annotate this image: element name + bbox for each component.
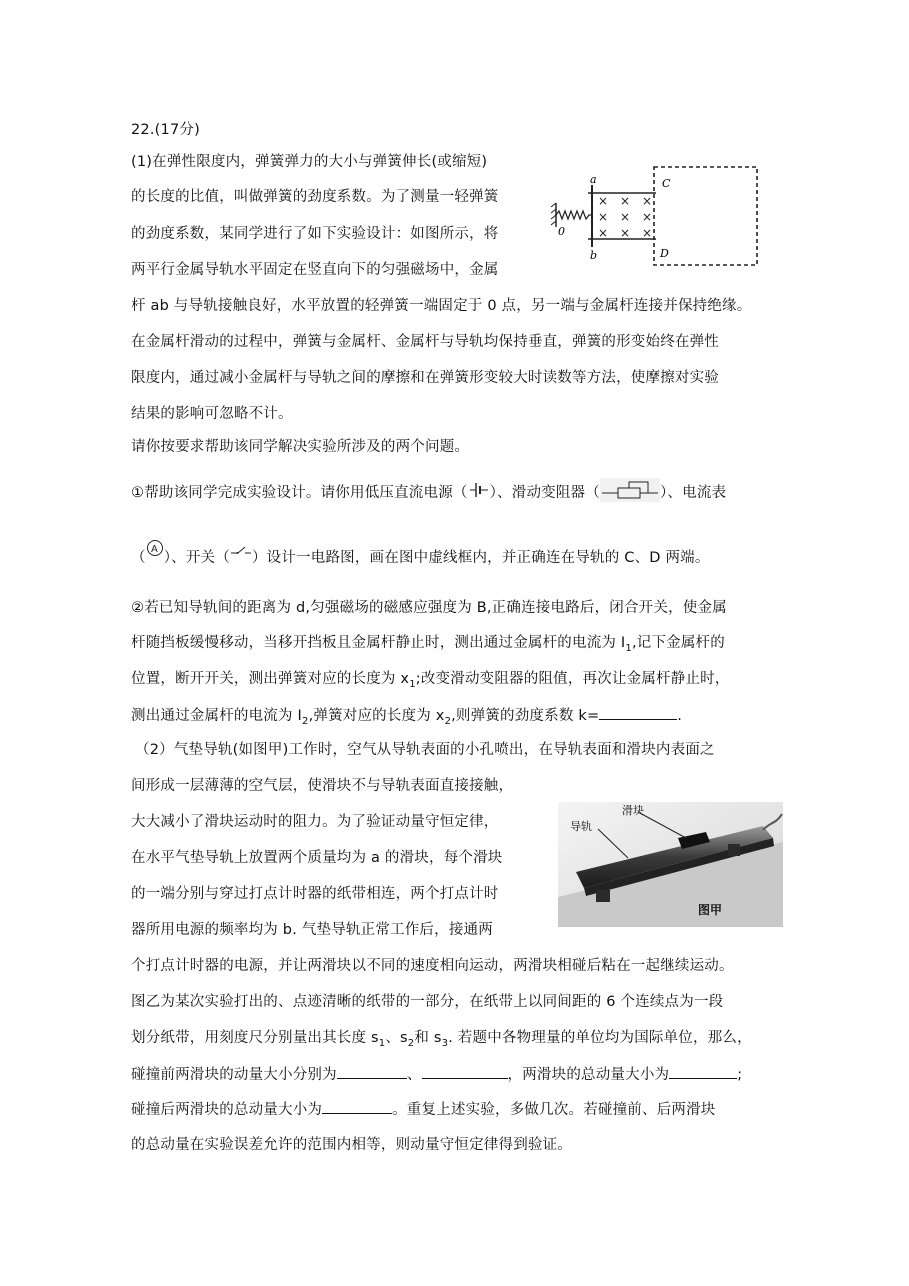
part2-line: 器所用电源的频率均为 b. 气垫导轨正常工作后，接通两 xyxy=(131,922,493,938)
switch-symbol-icon xyxy=(230,542,252,564)
q2-line4: 测出通过金属杆的电流为 $I_2$,弹簧对应的长度为 $x_2$,则弹簧的劲度系数 k= . xyxy=(131,705,682,732)
answer-blank-total-before[interactable] xyxy=(669,1064,737,1079)
label-a: a xyxy=(590,173,597,186)
label-rail: 导轨 xyxy=(570,820,592,833)
rail-spring-figure xyxy=(548,163,760,278)
q1-line2: （ A ）、开关（ ）设计一电路图，画在图中虚线框内，并正确连在导轨的 C、D 两端。 xyxy=(131,548,710,568)
part2-line: 的一端分别与穿过打点计时器的纸带相连，两个打点计时 xyxy=(131,886,499,902)
part2-line10: 碰撞前两滑块的动量大小分别为 、 ，两滑块的总动量大小为 ; xyxy=(131,1064,742,1085)
part2-line: 在水平气垫导轨上放置两个质量均为 a 的滑块，每个滑块 xyxy=(131,850,503,866)
part2-line11: 碰撞后两滑块的总动量大小为 。重复上述实验，多做几次。若碰撞前、后两滑块 xyxy=(131,1099,716,1120)
part2-line: （2）气垫导轨(如图甲)工作时，空气从导轨表面的小孔喷出，在导轨表面和滑块内表面之 xyxy=(135,742,715,758)
part1-line: 限度内，通过减小金属杆与导轨之间的摩擦和在弹簧形变较大时读数等方法，使摩擦对实验 xyxy=(131,370,719,386)
part1-line: 结果的影响可忽略不计。 xyxy=(131,406,293,422)
label-o: 0 xyxy=(558,225,565,238)
magnetic-field-marks xyxy=(598,194,652,240)
part2-line: 图乙为某次实验打出的、点迹清晰的纸带的一部分，在纸带上以同间距的 6 个连续点为一段 xyxy=(131,994,724,1010)
rail-spring-diagram xyxy=(548,163,760,278)
svg-text:×: × xyxy=(598,210,609,224)
part1-line: (1)在弹性限度内，弹簧弹力的大小与弹簧伸长(或缩短) xyxy=(131,154,488,170)
rheostat-symbol-icon xyxy=(600,478,660,508)
figure-caption: 图甲 xyxy=(698,903,723,917)
ammeter-symbol-icon xyxy=(146,539,164,563)
part1-line: 的劲度系数，某同学进行了如下实验设计：如图所示，将 xyxy=(131,226,499,242)
svg-text:×: × xyxy=(620,194,631,208)
answer-blank-p2[interactable] xyxy=(422,1064,508,1079)
svg-text:×: × xyxy=(642,210,653,224)
part2-line: 间形成一层薄薄的空气层，使滑块不与导轨表面直接接触， xyxy=(131,778,514,794)
spring xyxy=(556,211,592,219)
svg-text:×: × xyxy=(642,194,653,208)
label-b: b xyxy=(590,249,598,262)
q2-line3: 位置，断开开关，测出弹簧对应的长度为 $x_1$;改变滑动变阻器的阻值，再次让金属杆静止时， xyxy=(131,671,730,690)
svg-text:A: A xyxy=(150,544,158,555)
svg-text:×: × xyxy=(642,226,653,240)
problem-number: 22.(17分) xyxy=(131,122,200,138)
part1-line: 在金属杆滑动的过程中，弹簧与金属杆、金属杆与导轨均保持垂直，弹簧的形变始终在弹性 xyxy=(131,334,719,350)
label-d: D xyxy=(660,247,669,260)
part2-line: 的总动量在实验误差允许的范围内相等，则动量守恒定律得到验证。 xyxy=(131,1137,572,1153)
part1-line: 两平行金属导轨水平固定在竖直向下的匀强磁场中，金属 xyxy=(131,262,499,278)
battery-symbol-icon xyxy=(468,480,490,506)
q1-line1: ①帮助该同学完成实验设计。请你用低压直流电源（ ）、滑动变阻器（ ）、电流表 xyxy=(131,478,726,508)
answer-blank-p1[interactable] xyxy=(337,1064,407,1079)
air-track-figure xyxy=(558,802,783,927)
q2-line2: 杆随挡板缓慢移动，当移开挡板且金属杆静止时，测出通过金属杆的电流为 $I_1$,记下金属杆的 xyxy=(131,635,725,654)
part2-line: 大大减小了滑块运动时的阻力。为了验证动量守恒定律， xyxy=(131,814,499,830)
label-c: C xyxy=(662,177,671,190)
part2-line9: 划分纸带，用刻度尺分别量出其长度 $s_1$、$s_2$和 $s_3$. 若题中各物理量的单位均为国际单位，那么， xyxy=(131,1030,752,1049)
label-slider: 滑块 xyxy=(622,804,644,817)
svg-text:×: × xyxy=(620,210,631,224)
part1-line: 请你按要求帮助该同学解决实验所涉及的两个问题。 xyxy=(131,439,470,455)
q2-line1: ②若已知导轨间的距离为 d,匀强磁场的磁感应强度为 B,正确连接电路后，闭合开关，使金属 xyxy=(131,600,727,616)
answer-blank-k[interactable] xyxy=(599,705,677,720)
answer-blank-total-after[interactable] xyxy=(322,1099,392,1114)
svg-text:×: × xyxy=(620,226,631,240)
part1-line: 的长度的比值，叫做弹簧的劲度系数。为了测量一轻弹簧 xyxy=(131,189,499,205)
svg-text:×: × xyxy=(598,226,609,240)
air-track-photo xyxy=(558,802,783,927)
part1-line: 杆 ab 与导轨接触良好，水平放置的轻弹簧一端固定于 0 点，另一端与金属杆连接并保持绝缘。 xyxy=(131,298,752,314)
part2-line: 个打点计时器的电源，并让两滑块以不同的速度相向运动，两滑块相碰后粘在一起继续运动。 xyxy=(131,958,734,974)
svg-text:×: × xyxy=(598,194,609,208)
